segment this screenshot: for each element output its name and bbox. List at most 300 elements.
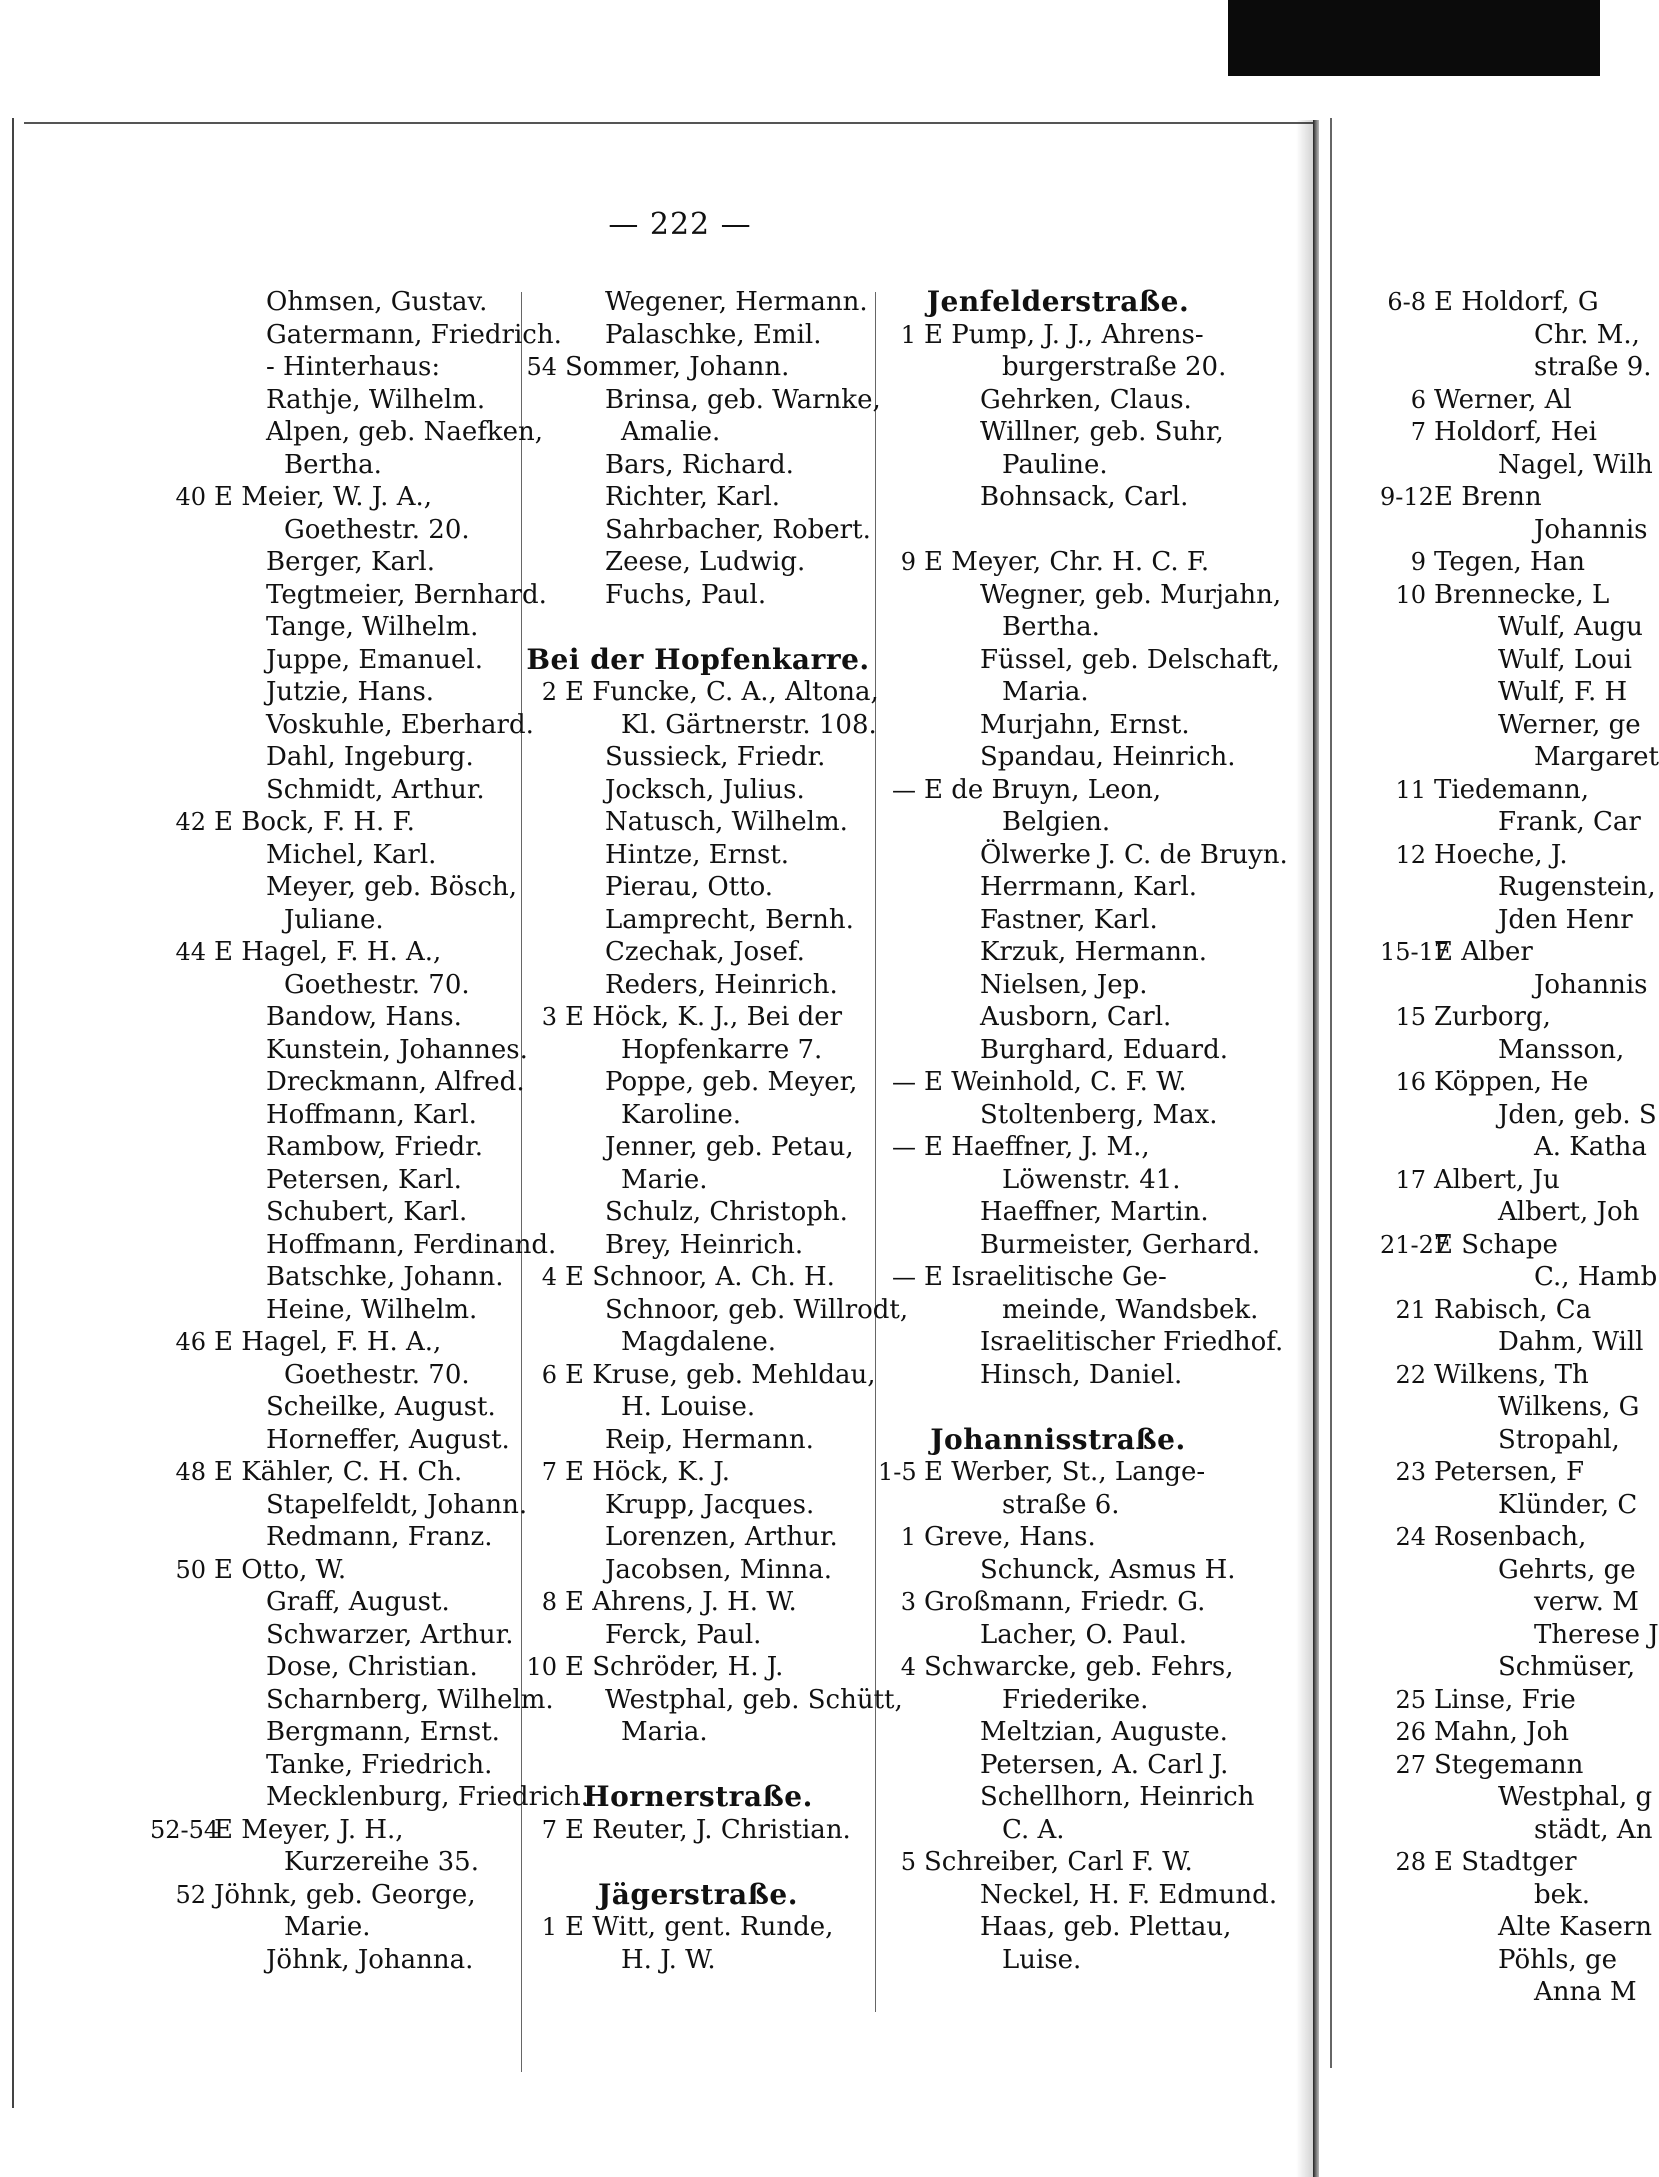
entry-text: Maria.: [621, 1717, 708, 1747]
house-number: 10: [526, 1653, 557, 1681]
entry-text: burgerstraße 20.: [1002, 352, 1227, 382]
house-number: 46: [175, 1328, 206, 1356]
directory-entry: [523, 514, 873, 547]
directory-entry: [150, 1099, 515, 1132]
entry-text: Schreiber, Carl F. W.: [924, 1847, 1193, 1877]
directory-entry: [523, 936, 873, 969]
entry-text: E Kähler, C. H. Ch.: [214, 1457, 463, 1487]
entry-text: Jutzie, Hans.: [266, 677, 435, 707]
directory-entry: [523, 1684, 903, 1717]
directory-entry: [150, 1326, 515, 1359]
directory-entry: [523, 1294, 909, 1327]
entry-text: Hinsch, Daniel.: [980, 1359, 1183, 1390]
entry-text: Michel, Karl.: [266, 839, 437, 870]
directory-entry: [1380, 1034, 1625, 1067]
entry-text: Nagel, Wilh: [1498, 449, 1653, 480]
directory-entry: [878, 1586, 1238, 1619]
entry-text: E Brenn: [1434, 482, 1542, 512]
entry-text: E Holdorf, G: [1434, 287, 1599, 317]
directory-entry: [150, 774, 515, 807]
directory-entry: [150, 839, 515, 872]
entry-text: Schulz, Christoph.: [605, 1197, 848, 1227]
entry-text: Karoline.: [621, 1099, 742, 1130]
directory-entry: [878, 1294, 1259, 1327]
house-number: 1: [900, 1523, 916, 1551]
entry-text: Pauline.: [1002, 449, 1108, 480]
directory-entry: [878, 1521, 1238, 1554]
directory-entry: [150, 1521, 515, 1554]
directory-entry: [1380, 709, 1641, 742]
directory-entry: [150, 1619, 515, 1652]
directory-entry: [150, 1391, 515, 1424]
directory-entry: [523, 1391, 873, 1424]
page-number: — 222 —: [608, 207, 752, 242]
directory-entry: [878, 1944, 1238, 1977]
directory-entry: [150, 1489, 528, 1522]
directory-entry: [1380, 1944, 1618, 1977]
house-number: 8: [541, 1588, 557, 1616]
directory-entry: [150, 1164, 515, 1197]
entry-text: Dreckmann, Alfred.: [266, 1067, 525, 1097]
entry-text: E Ahrens, J. H. W.: [565, 1587, 797, 1617]
entry-text: Jöhnk, geb. George,: [214, 1879, 476, 1910]
house-number: 9: [1410, 548, 1426, 576]
directory-entry: [523, 1229, 873, 1262]
entry-text: E Höck, K. J.: [565, 1457, 731, 1487]
entry-text: Kurzereihe 35.: [284, 1847, 479, 1877]
entry-text: Anna M: [1534, 1977, 1637, 2007]
directory-entry: [523, 416, 873, 449]
street-heading: Bei der Hopfenkarre.: [526, 642, 870, 676]
directory-entry: [878, 1879, 1278, 1912]
column-rule-2: [875, 292, 876, 2012]
directory-entry: [523, 1651, 873, 1684]
entry-text: Rabisch, Ca: [1434, 1294, 1592, 1325]
directory-entry: [523, 871, 873, 904]
entry-text: Bohnsack, Carl.: [980, 482, 1189, 512]
directory-entry: [523, 351, 873, 384]
directory-entry: [1380, 1001, 1600, 1034]
entry-text: Lacher, O. Paul.: [980, 1619, 1188, 1650]
directory-entry: [878, 611, 1238, 644]
directory-entry: [523, 904, 873, 937]
directory-entry: [878, 1359, 1238, 1392]
entry-text: Marie.: [284, 1912, 371, 1942]
entry-text: Bertha.: [1002, 612, 1100, 642]
entry-text: Hopfenkarre 7.: [621, 1034, 823, 1065]
entry-text: Nielsen, Jep.: [980, 969, 1148, 1000]
directory-entry: [1380, 1391, 1640, 1424]
entry-text: E Schnoor, A. Ch. H.: [565, 1262, 835, 1292]
directory-entry: [150, 1229, 557, 1262]
directory-entry: [523, 1164, 873, 1197]
house-number: 22: [1395, 1360, 1426, 1389]
directory-entry: [150, 1261, 515, 1294]
spine-shadow: [1296, 120, 1314, 2177]
house-number: 9: [900, 548, 916, 576]
entry-text: Frank, Car: [1498, 807, 1641, 837]
directory-entry: [523, 709, 877, 742]
directory-entry: [523, 1066, 873, 1099]
directory-entry: [523, 1814, 873, 1847]
entry-text: Friederike.: [1002, 1684, 1149, 1715]
house-number: 42: [175, 808, 206, 836]
directory-entry: [1380, 1554, 1636, 1587]
entry-text: E Schape: [1434, 1229, 1558, 1260]
directory-entry: [878, 1554, 1238, 1587]
entry-text: Brey, Heinrich.: [605, 1229, 804, 1260]
directory-entry: [1380, 611, 1643, 644]
entry-text: Voskuhle, Eberhard.: [266, 709, 534, 740]
entry-text: Rathje, Wilhelm.: [266, 384, 486, 415]
entry-text: Poppe, geb. Meyer,: [605, 1067, 858, 1097]
directory-entry: [523, 1001, 873, 1034]
entry-text: Klünder, C: [1498, 1489, 1638, 1520]
page-top-edge: [24, 122, 1314, 124]
directory-entry: [523, 1521, 873, 1554]
entry-text: Meyer, geb. Bösch,: [266, 872, 518, 902]
spacer: [878, 514, 1238, 547]
directory-entry: [523, 481, 873, 514]
directory-entry: [878, 936, 1238, 969]
directory-entry: [523, 1456, 873, 1489]
directory-entry: [523, 546, 873, 579]
directory-entry: [1380, 676, 1628, 709]
entry-text: Petersen, F: [1434, 1457, 1585, 1487]
entry-text: Brennecke, L: [1434, 579, 1610, 610]
entry-text: Stropahl,: [1498, 1424, 1620, 1455]
house-number: —: [892, 775, 916, 804]
right-page-edge: [1330, 118, 1332, 2068]
house-number: 27: [1395, 1750, 1426, 1779]
entry-text: Willner, geb. Suhr,: [980, 417, 1224, 447]
house-number: 1: [900, 320, 916, 349]
entry-text: Schnoor, geb. Willrodt,: [605, 1294, 909, 1325]
directory-entry: [878, 579, 1282, 612]
directory-entry: [1380, 1619, 1659, 1652]
directory-entry: [150, 1131, 515, 1164]
entry-text: Albert, Ju: [1434, 1164, 1560, 1195]
directory-entry: [878, 741, 1238, 774]
entry-text: Petersen, Karl.: [266, 1164, 462, 1195]
directory-entry: [1380, 286, 1600, 319]
house-number: 7: [541, 1815, 557, 1844]
directory-entry: [150, 1749, 515, 1782]
directory-entry: [878, 319, 1238, 352]
directory-entry: [1380, 1651, 1636, 1684]
entry-text: Redmann, Franz.: [266, 1522, 493, 1552]
spacer: [523, 1846, 873, 1879]
entry-text: Tiedemann,: [1434, 774, 1589, 805]
page-left-edge: [12, 118, 14, 2108]
entry-text: Ausborn, Carl.: [980, 1002, 1172, 1032]
directory-entry: [1380, 1359, 1600, 1392]
entry-text: Rosenbach,: [1434, 1522, 1587, 1552]
directory-entry: [1380, 741, 1659, 774]
directory-entry: [1380, 1326, 1644, 1359]
directory-entry: [1380, 1846, 1600, 1879]
house-number: 3: [900, 1588, 916, 1616]
entry-text: Kl. Gärtnerstr. 108.: [621, 709, 877, 740]
house-number: 12: [1395, 840, 1426, 869]
directory-entry: [150, 319, 562, 352]
entry-text: Lorenzen, Arthur.: [605, 1522, 838, 1552]
entry-text: Jenner, geb. Petau,: [605, 1132, 854, 1162]
directory-entry: [150, 871, 518, 904]
entry-text: Krupp, Jacques.: [605, 1489, 815, 1520]
entry-text: C. A.: [1002, 1814, 1065, 1845]
directory-entry: [523, 839, 873, 872]
directory-entry: [150, 384, 515, 417]
entry-text: Wegener, Hermann.: [605, 287, 868, 317]
entry-text: Haas, geb. Plettau,: [980, 1912, 1232, 1942]
house-number: 6: [541, 1360, 557, 1389]
entry-text: meinde, Wandsbek.: [1002, 1294, 1259, 1325]
entry-text: Wulf, Loui: [1498, 644, 1632, 675]
directory-entry: [1380, 871, 1656, 904]
entry-text: Hintze, Ernst.: [605, 839, 790, 870]
directory-entry: [150, 1586, 515, 1619]
entry-text: Schwarcke, geb. Fehrs,: [924, 1652, 1234, 1682]
directory-entry: [1380, 806, 1641, 839]
entry-text: Scharnberg, Wilhelm.: [266, 1684, 554, 1715]
directory-entry: [878, 1196, 1238, 1229]
entry-text: straße 6.: [1002, 1489, 1120, 1520]
entry-text: bek.: [1534, 1879, 1591, 1910]
house-number: 28: [1395, 1848, 1426, 1876]
directory-entry: [150, 1359, 515, 1392]
directory-entry: [1380, 904, 1633, 937]
house-number: 48: [175, 1458, 206, 1486]
entry-text: E Otto, W.: [214, 1554, 347, 1585]
spacer: [523, 611, 873, 644]
directory-entry: [878, 1684, 1238, 1717]
entry-text: Stoltenberg, Max.: [980, 1099, 1218, 1130]
house-number: 9-12: [1380, 483, 1434, 511]
directory-entry: [523, 579, 873, 612]
directory-entry: [150, 1716, 515, 1749]
directory-entry: [523, 319, 873, 352]
directory-entry: [150, 1944, 515, 1977]
directory-entry: [878, 774, 1238, 807]
entry-text: Fastner, Karl.: [980, 904, 1158, 935]
directory-entry: [1380, 1424, 1620, 1457]
directory-entry: [150, 1879, 515, 1912]
directory-entry: [523, 676, 879, 709]
directory-entry: [150, 1456, 515, 1489]
house-number: 4: [900, 1653, 916, 1681]
directory-entry: [878, 969, 1238, 1002]
house-number: 7: [541, 1458, 557, 1486]
entry-text: Hoffmann, Ferdinand.: [266, 1229, 557, 1260]
entry-text: Graff, August.: [266, 1587, 450, 1617]
entry-text: Tegen, Han: [1434, 547, 1585, 577]
entry-text: Löwenstr. 41.: [1002, 1164, 1181, 1195]
entry-text: Lamprecht, Bernh.: [605, 904, 854, 935]
house-number: 7: [1410, 418, 1426, 446]
entry-text: städt, An: [1534, 1814, 1653, 1845]
directory-entry: [878, 1456, 1238, 1489]
entry-text: E Hagel, F. H. A.,: [214, 1327, 442, 1357]
entry-text: E Reuter, J. Christian.: [565, 1814, 851, 1845]
entry-text: Tange, Wilhelm.: [266, 612, 479, 642]
directory-entry: [1380, 351, 1652, 384]
entry-text: E Schröder, H. J.: [565, 1652, 784, 1682]
entry-text: Wilkens, G: [1498, 1392, 1640, 1422]
house-number: 2: [541, 678, 557, 706]
entry-text: C., Hamb: [1534, 1262, 1658, 1292]
directory-entry: [523, 806, 873, 839]
directory-entry: [150, 1196, 515, 1229]
directory-entry: [150, 1781, 589, 1814]
entry-text: E Werber, St., Lange-: [924, 1457, 1206, 1487]
entry-text: Mansson,: [1498, 1034, 1625, 1065]
entry-text: Wulf, Augu: [1498, 612, 1643, 642]
directory-entry: [878, 1326, 1284, 1359]
directory-entry: [878, 1261, 1238, 1294]
directory-entry: [150, 1814, 515, 1847]
entry-text: Schmidt, Arthur.: [266, 774, 485, 805]
entry-text: Alpen, geb. Naefken,: [266, 417, 544, 447]
house-number: 40: [175, 483, 206, 511]
directory-entry: [150, 579, 547, 612]
entry-text: Palaschke, Emil.: [605, 319, 822, 350]
entry-text: E Hagel, F. H. A.,: [214, 937, 442, 967]
entry-text: Mecklenburg, Friedrich.: [266, 1782, 589, 1812]
directory-entry: [878, 1749, 1238, 1782]
entry-text: Jden, geb. S: [1498, 1099, 1657, 1130]
entry-text: Holdorf, Hei: [1434, 417, 1597, 447]
directory-entry: [523, 1196, 873, 1229]
entry-text: E Höck, K. J., Bei der: [565, 1002, 843, 1032]
column-4-cropped: [1380, 286, 1659, 2009]
directory-entry: [523, 1099, 873, 1132]
entry-text: Zeese, Ludwig.: [605, 547, 806, 577]
directory-entry: [1380, 514, 1648, 547]
entry-text: Goethestr. 70.: [284, 1359, 470, 1390]
directory-entry: [878, 1814, 1238, 1847]
entry-text: Murjahn, Ernst.: [980, 709, 1190, 740]
entry-text: Goethestr. 70.: [284, 969, 470, 1000]
directory-entry: [1380, 1066, 1600, 1099]
entry-text: Gehrts, ge: [1498, 1554, 1636, 1585]
entry-text: Therese J: [1534, 1619, 1659, 1650]
directory-entry: [150, 351, 515, 384]
entry-text: Schmüser,: [1498, 1652, 1636, 1682]
entry-text: Wulf, F. H: [1498, 677, 1628, 707]
entry-text: Sommer, Johann.: [565, 352, 790, 382]
directory-entry: [878, 1619, 1238, 1652]
house-number: —: [892, 1263, 916, 1291]
directory-entry: [878, 449, 1238, 482]
entry-text: Stegemann: [1434, 1749, 1584, 1780]
directory-entry: [1380, 416, 1600, 449]
entry-text: Reip, Hermann.: [605, 1424, 814, 1455]
directory-entry: [1380, 1521, 1600, 1554]
entry-text: Tanke, Friedrich.: [266, 1749, 493, 1780]
directory-entry: [878, 1911, 1238, 1944]
directory-entry: [150, 546, 515, 579]
entry-text: Schellhorn, Heinrich: [980, 1782, 1255, 1812]
entry-text: E Witt, gent. Runde,: [565, 1912, 834, 1942]
entry-text: Gatermann, Friedrich.: [266, 319, 562, 350]
house-number: 23: [1395, 1458, 1426, 1486]
directory-entry: [523, 1944, 873, 1977]
entry-text: Köppen, He: [1434, 1067, 1589, 1097]
directory-entry: [523, 1131, 873, 1164]
entry-text: Albert, Joh: [1498, 1197, 1640, 1227]
entry-text: Bars, Richard.: [605, 449, 794, 480]
house-number: 21-27: [1380, 1230, 1450, 1259]
directory-entry: [1380, 1976, 1637, 2009]
directory-entry: [150, 936, 515, 969]
entry-text: Goethestr. 20.: [284, 514, 470, 545]
entry-text: Ölwerke J. C. de Bruyn.: [980, 839, 1288, 870]
entry-text: Schunck, Asmus H.: [980, 1554, 1236, 1585]
entry-text: Hoffmann, Karl.: [266, 1099, 477, 1130]
entry-text: H. Louise.: [621, 1392, 756, 1422]
entry-text: Marie.: [621, 1164, 708, 1195]
directory-entry: [523, 286, 873, 319]
directory-entry: [1380, 579, 1610, 612]
entry-text: E Funcke, C. A., Altona,: [565, 677, 879, 707]
house-number: 15: [1395, 1003, 1426, 1031]
directory-entry: [523, 774, 873, 807]
directory-entry: [878, 351, 1238, 384]
entry-text: Johannis: [1534, 514, 1648, 545]
directory-entry: [1380, 546, 1600, 579]
entry-text: Fuchs, Paul.: [605, 579, 767, 610]
directory-entry: [150, 481, 515, 514]
entry-text: Meltzian, Auguste.: [980, 1717, 1228, 1747]
entry-text: E Kruse, geb. Mehldau,: [565, 1359, 876, 1390]
directory-entry: [1380, 839, 1600, 872]
entry-text: Maria.: [1002, 677, 1089, 707]
directory-entry: [878, 1034, 1238, 1067]
entry-text: Pöhls, ge: [1498, 1944, 1618, 1975]
entry-text: Chr. M.,: [1534, 319, 1640, 350]
directory-entry: [523, 741, 873, 774]
entry-text: Mahn, Joh: [1434, 1717, 1569, 1747]
directory-entry: [150, 1066, 525, 1099]
directory-entry: [878, 1489, 1238, 1522]
directory-entry: [878, 1131, 1238, 1164]
directory-entry: [878, 644, 1280, 677]
entry-text: E Alber: [1434, 937, 1533, 967]
house-number: 4: [541, 1263, 557, 1291]
entry-text: Burmeister, Gerhard.: [980, 1229, 1261, 1260]
entry-text: Jöhnk, Johanna.: [266, 1944, 474, 1975]
house-number: 6: [1410, 385, 1426, 414]
directory-entry: [150, 741, 515, 774]
entry-text: Natusch, Wilhelm.: [605, 807, 848, 837]
directory-entry: [150, 709, 534, 742]
entry-text: Dose, Christian.: [266, 1652, 478, 1682]
directory-entry: [1380, 1781, 1653, 1814]
entry-text: Dahl, Ingeburg.: [266, 742, 474, 772]
entry-text: E Haeffner, J. M.,: [924, 1132, 1150, 1162]
entry-text: Großmann, Friedr. G.: [924, 1587, 1206, 1617]
entry-text: E Meyer, Chr. H. C. F.: [924, 547, 1210, 577]
entry-text: Haeffner, Martin.: [980, 1197, 1209, 1227]
directory-entry: [878, 1164, 1238, 1197]
street-heading: Jenfelderstraße.: [926, 285, 1190, 318]
directory-entry: [1380, 774, 1600, 807]
house-number: 3: [541, 1003, 557, 1031]
entry-text: Herrmann, Karl.: [980, 872, 1198, 902]
directory-entry: [1380, 384, 1600, 417]
house-number: 5: [900, 1848, 916, 1876]
